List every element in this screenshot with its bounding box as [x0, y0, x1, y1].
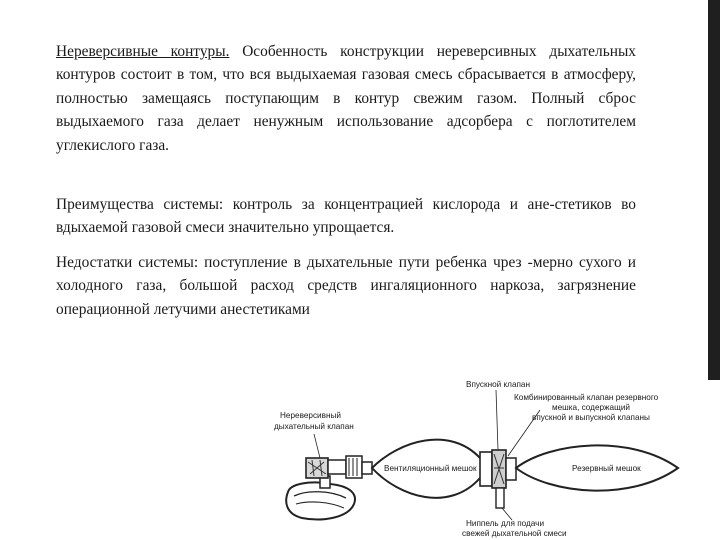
label-nonrebreathing-valve-2: дыхательный клапан — [274, 422, 354, 431]
paragraph-body: Особенность конструкции нереверсивных дыхательных контуров состоит в том, что вся выдыхаемая газовая смесь сбрасывается в атмосферу, полностью замещаясь поступающим в контур свежим газом. Полный сброс выдыхаемого газа делает ненужным использование адсорбера с поглотителем углекислого газа. — [56, 43, 636, 154]
breathing-circuit-diagram — [250, 372, 720, 540]
label-fresh-gas-nipple-1: Ниппель для подачи — [466, 519, 545, 528]
paragraph-title: Нереверсивные контуры. — [56, 43, 230, 60]
label-inlet-valve: Впускной клапан — [466, 380, 531, 389]
label-fresh-gas-nipple-2: свежей дыхательной смеси — [462, 529, 567, 538]
paragraph-nonrebreathing — [56, 40, 636, 157]
paragraph-advantages: Преимущества системы: контроль за концентрацией кислорода и ане-стетиков во вдыхаемой газовой смеси значительно упрощается. — [56, 196, 636, 237]
nonrebreathing-valve-illustration — [306, 456, 372, 478]
combined-valve-illustration — [480, 450, 516, 508]
label-combined-valve-3: впускной и выпускной клапаны — [532, 413, 650, 422]
slide-edge-bar — [708, 0, 720, 380]
label-reservoir-bag: Резервный мешок — [572, 464, 641, 473]
face-mask-illustration — [286, 476, 355, 519]
paragraph-disadvantages: Недостатки системы: поступление в дыхательные пути ребенка чрез -мерно сухого и холодного газа, большой расход средств ингаляционного наркоза, загрязнение операционной летучими анестетиками — [56, 254, 636, 318]
label-combined-valve-1: Комбинированный клапан резервного — [514, 393, 659, 402]
label-ventilation-bag: Вентиляционный мешок — [384, 464, 477, 473]
label-combined-valve-2: мешка, содержащий — [552, 403, 630, 412]
label-nonrebreathing-valve-1: Нереверсивный — [280, 411, 341, 420]
